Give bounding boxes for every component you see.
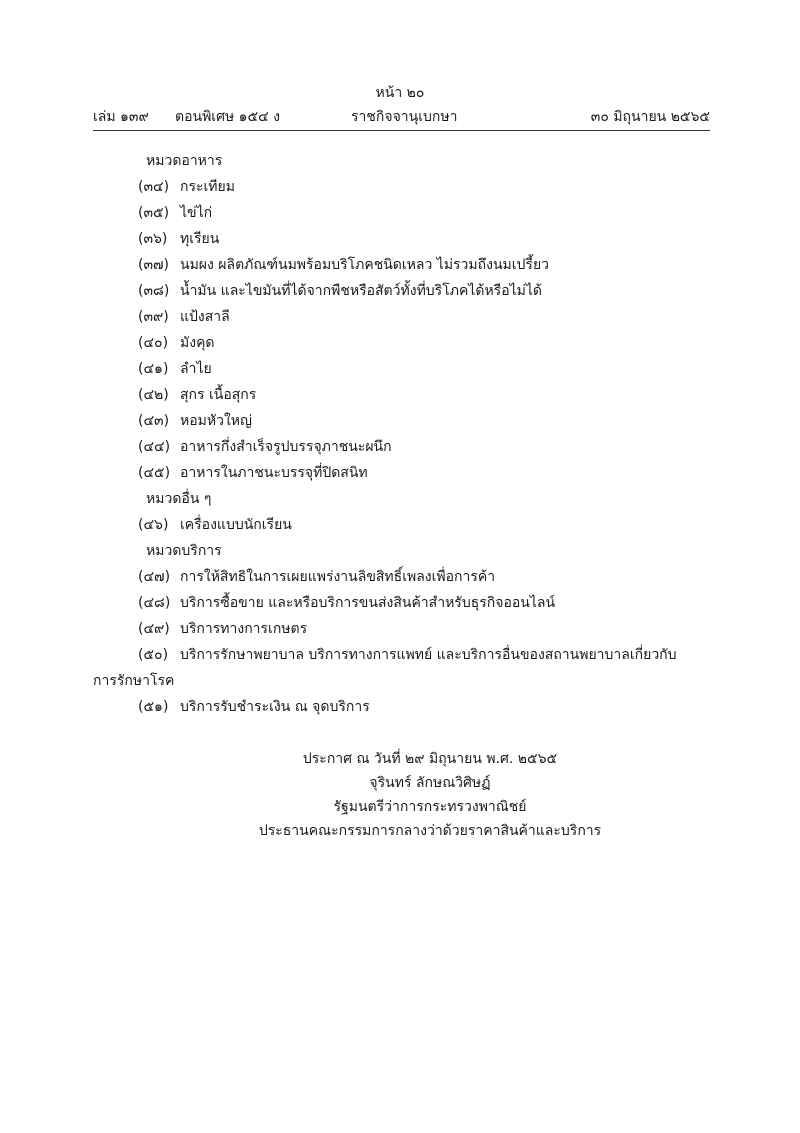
- item-text: ลำไย: [180, 361, 212, 377]
- item-number: (๔๒): [138, 387, 169, 403]
- item-text: อาหารกึ่งสำเร็จรูปบรรจุภาชนะผนึก: [180, 439, 392, 455]
- item-text: บริการรักษาพยาบาล บริการทางการแพทย์ และบริการอื่นของสถานพยาบาลเกี่ยวกับ: [180, 647, 677, 663]
- item-text: การให้สิทธิในการเผยแพร่งานลิขสิทธิ์เพลงเพื่อการค้า: [180, 569, 496, 585]
- item-number: (๓๗): [138, 257, 170, 273]
- item-text: ทุเรียน: [180, 231, 220, 247]
- item-text: บริการซื้อขาย และหรือบริการขนส่งสินค้าสำหรับธุรกิจออนไลน์: [180, 595, 556, 611]
- volume-label: เล่ม ๑๓๙: [93, 109, 149, 125]
- item-text: แป้งสาลี: [180, 309, 230, 325]
- item-number: (๔๙): [138, 621, 170, 637]
- item-text: น้ำมัน และไขมันที่ได้จากพืชหรือสัตว์ทั้งที่บริโภคได้หรือไม่ได้: [180, 283, 543, 299]
- item-number: (๕๐): [138, 647, 169, 663]
- item-text: บริการทางการเกษตร: [180, 621, 308, 637]
- item-number: (๔๔): [138, 439, 171, 455]
- item-text: เครื่องแบบนักเรียน: [180, 517, 292, 533]
- publication-name: ราชกิจจานุเบกษา: [351, 109, 458, 125]
- item-number: (๔๑): [138, 361, 169, 377]
- item-text: กระเทียม: [180, 179, 235, 195]
- signatory-position: รัฐมนตรีว่าการกระทรวงพาณิชย์: [333, 799, 527, 815]
- signatory-chair-position: ประธานคณะกรรมการกลางว่าด้วยราคาสินค้าและบริการ: [258, 823, 602, 839]
- item-text-continuation: การรักษาโรค: [93, 673, 175, 689]
- item-number: (๓๖): [138, 231, 168, 247]
- section-title-services: หมวดบริการ: [146, 543, 222, 559]
- item-number: (๔๗): [138, 569, 171, 585]
- page-number: หน้า ๒๐: [375, 85, 425, 101]
- item-text: มังคุด: [180, 335, 215, 351]
- issue-date: ๓๐ มิถุนายน ๒๕๖๕: [590, 109, 710, 125]
- item-text: หอมหัวใหญ่: [180, 413, 252, 429]
- item-text: นมผง ผลิตภัณฑ์นมพร้อมบริโภคชนิดเหลว ไม่รวมถึงนมเปรี้ยว: [180, 257, 550, 273]
- item-number: (๔๕): [138, 465, 171, 481]
- announcement-date: ประกาศ ณ วันที่ ๒๙ มิถุนายน พ.ศ. ๒๕๖๕: [302, 751, 558, 767]
- item-number: (๓๙): [138, 309, 169, 325]
- item-text: อาหารในภาชนะบรรจุที่ปิดสนิท: [180, 465, 368, 481]
- item-number: (๓๕): [138, 205, 170, 221]
- running-header: [93, 108, 710, 128]
- section-title-food: หมวดอาหาร: [146, 153, 223, 169]
- header-rule: [93, 130, 710, 131]
- issue-label: ตอนพิเศษ ๑๕๔ ง: [175, 109, 281, 125]
- item-number: (๔๓): [138, 413, 170, 429]
- item-text: บริการรับชำระเงิน ณ จุดบริการ: [180, 699, 370, 715]
- item-number: (๔๐): [138, 335, 169, 351]
- section-title-other: หมวดอื่น ๆ: [146, 491, 212, 507]
- item-number: (๓๔): [138, 179, 170, 195]
- item-text: ไข่ไก่: [180, 205, 213, 221]
- signatory-name: จุรินทร์ ลักษณวิศิษฏ์: [369, 775, 491, 791]
- item-number: (๓๘): [138, 283, 170, 299]
- item-number: (๔๖): [138, 517, 169, 533]
- item-number: (๕๑): [138, 699, 169, 715]
- item-text: สุกร เนื้อสุกร: [180, 387, 257, 403]
- item-number: (๔๘): [138, 595, 171, 611]
